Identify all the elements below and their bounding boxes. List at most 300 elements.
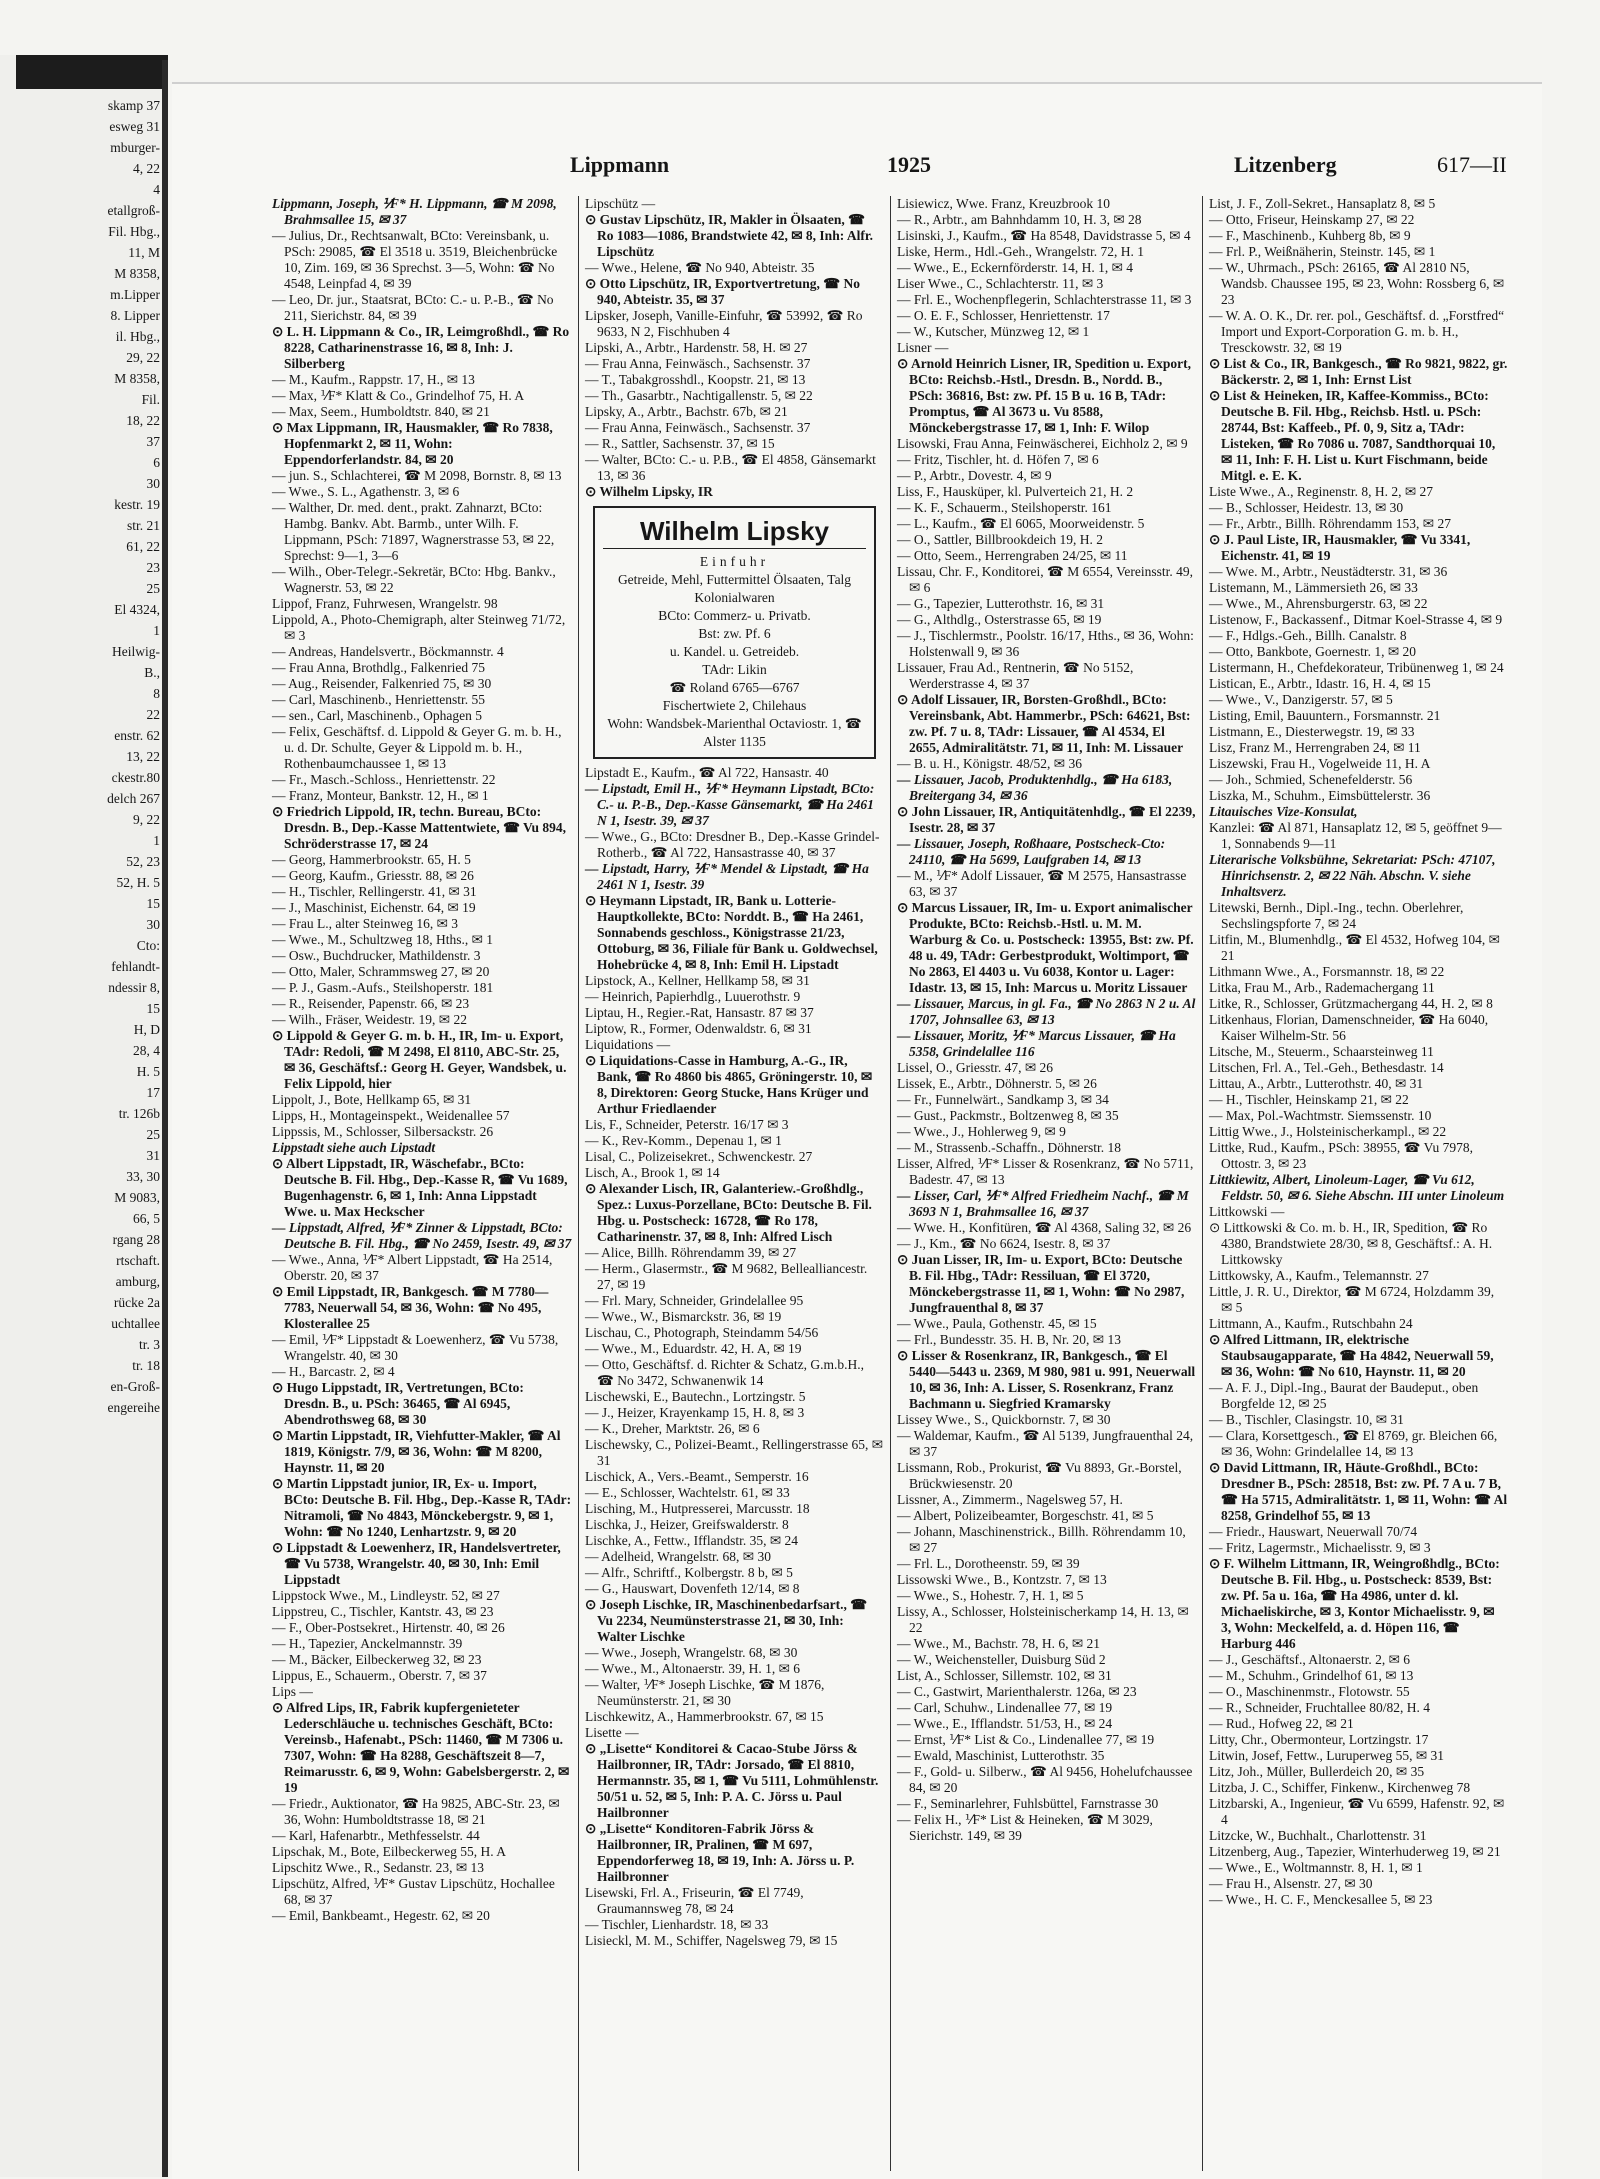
fragment-line: delch 267 [107, 791, 160, 806]
directory-entry: — Wwe., V., Danzigerstr. 57, ✉ 5 [1209, 692, 1393, 707]
directory-entry: Lisewski, Frl. A., Friseurin, ☎ El 7749, Graumannsweg 78, ✉ 24 [585, 1885, 804, 1916]
fragment-line: 23 [146, 560, 160, 575]
directory-entry: — A. F. J., Dipl.-Ing., Baurat der Baudeput., oben Borgfelde 12, ✉ 25 [1209, 1380, 1479, 1411]
directory-entry: — Clara, Korsettgesch., ☎ El 8769, gr. Bleichen 66, ✉ 36, Wohn: Grindelallee 14, ✉ 13 [1209, 1428, 1498, 1459]
directory-entry: Lippssis, M., Schlosser, Silbersackstr. 26 [272, 1124, 494, 1139]
directory-entry: — G., Hauswart, Dovenfeth 12/14, ✉ 8 [585, 1581, 800, 1596]
fragment-line: tr. 18 [132, 1358, 160, 1373]
directory-entry: — H., Barcastr. 2, ✉ 4 [272, 1364, 395, 1379]
column-3 [890, 196, 1202, 2171]
fragment-line: 52, H. 5 [116, 875, 160, 890]
directory-entry: Lissauer, Frau Ad., Rentnerin, ☎ No 5152, Werderstrasse 4, ✉ 37 [897, 660, 1134, 691]
fragment-line: etallgroß- [107, 203, 160, 218]
directory-entry: — B., Tischler, Clasingstr. 10, ✉ 31 [1209, 1412, 1404, 1427]
fragment-line: H, D [133, 1022, 160, 1037]
directory-entry: Lissau, Chr. F., Konditorei, ☎ M 6554, Vereinsstr. 49, ✉ 6 [897, 564, 1193, 595]
directory-entry: Lischewski, E., Bautechn., Lortzingstr. 5 [585, 1389, 806, 1404]
fragment-line: Fil. Hbg., [108, 224, 160, 239]
directory-entry: Litauisches Vize-Konsulat, [1209, 804, 1358, 819]
fragment-line: 8 [153, 686, 160, 701]
directory-entry: Literarische Volksbühne, Sekretariat: PSch: 47107, Hinrichsenstr. 2, ✉ 22 Nāh. Abschn. V. siehe Inhaltsverz. [1209, 852, 1496, 899]
directory-entry: Lissowski Wwe., B., Kontzstr. 7, ✉ 13 [897, 1572, 1107, 1587]
fragment-line: mburger- [110, 140, 160, 155]
directory-entry: Littkowski — [1209, 1204, 1285, 1219]
directory-entry: — Lissauer, Moritz, ⅟F* Marcus Lissauer, ☎ Ha 5358, Grindelallee 116 [897, 1028, 1176, 1059]
directory-entry: Liszewski, Frau H., Vogelweide 11, H. A [1209, 756, 1431, 771]
ad-bank: BCto: Commerz- u. Privatb. [658, 608, 811, 623]
directory-entry: — Frl. Mary, Schneider, Grindelallee 95 [585, 1293, 804, 1308]
directory-entry: — Wwe., M., Eduardstr. 42, H. A, ✉ 19 [585, 1341, 802, 1356]
directory-entry: Litsche, M., Steuerm., Schaarsteinweg 11 [1209, 1044, 1434, 1059]
directory-entry: — J., Km., ☎ No 6624, Isestr. 8, ✉ 37 [897, 1236, 1111, 1251]
directory-entry: — Georg, Hammerbrookstr. 65, H. 5 [272, 852, 471, 867]
directory-entry: Lipsker, Joseph, Vanille-Einfuhr, ☎ 53992, ☎ Ro 9633, N 2, Fischhuben 4 [585, 308, 863, 339]
directory-entry: — Wwe., G., BCto: Dresdner B., Dep.-Kasse Grindel-Rotherb., ☎ Al 722, Hansastrasse 40, ✉ 37 [585, 829, 880, 860]
directory-entry: — Frl. E., Wochenpflegerin, Schlachterstrasse 11, ✉ 3 [897, 292, 1192, 307]
directory-entry: — P. J., Gasm.-Aufs., Steilshoperstr. 181 [272, 980, 494, 995]
directory-entry: ⊙ Lippold & Geyer G. m. b. H., IR, Im- u. Export, TAdr: Redoli, ☎ M 2498, El 8110, ABC-Str. 25, ✉ 36, Geschäftsf.: Georg H. Geyer, Wandsbek, u. Felix Lippold, hier [272, 1028, 567, 1091]
directory-entry: Littke, Rud., Kaufm., PSch: 38955, ☎ Vu 7978, Ottostr. 3, ✉ 23 [1209, 1140, 1474, 1171]
directory-entry: ⊙ Wilhelm Lipsky, IR [585, 484, 713, 499]
directory-entry: Litzenberg, Aug., Tapezier, Winterhuderweg 19, ✉ 21 [1209, 1844, 1501, 1859]
directory-entry: Littkiewitz, Albert, Linoleum-Lager, ☎ Vu 612, Feldstr. 50, ✉ 6. Siehe Abschn. III unter Linoleum [1209, 1172, 1505, 1203]
directory-entry: — Lipstadt, Harry, ⅟F* Mendel & Lipstadt, ☎ Ha 2461 N 1, Isestr. 39 [585, 861, 869, 892]
directory-entry: — Rud., Hofweg 22, ✉ 21 [1209, 1716, 1354, 1731]
directory-entry: Litka, Frau M., Arb., Rademachergang 11 [1209, 980, 1435, 995]
fragment-line: 8. Lipper [110, 308, 160, 323]
directory-entry: — Frau H., Alsenstr. 27, ✉ 30 [1209, 1876, 1373, 1891]
directory-entry: — Wwe. H., Konfitüren, ☎ Al 4368, Saling 32, ✉ 26 [897, 1220, 1192, 1235]
directory-entry: Lischewsky, C., Polizei-Beamt., Rellingerstrasse 65, ✉ 31 [585, 1437, 884, 1468]
directory-entry: Lipski, A., Arbtr., Hardenstr. 58, H. ✉ 27 [585, 340, 808, 355]
directory-entry: — R., Schneider, Fruchtallee 80/82, H. 4 [1209, 1700, 1431, 1715]
directory-entry: Litzcke, W., Buchhalt., Charlottenstr. 31 [1209, 1828, 1427, 1843]
directory-entry: Lippstadt siehe auch Lipstadt [272, 1140, 436, 1155]
directory-entry: ⊙ L. H. Lippmann & Co., IR, Leimgroßhdl., ☎ Ro 8228, Catharinenstrasse 16, ✉ 8, Inh: J. Silberberg [272, 324, 570, 371]
directory-entry: — C., Gastwirt, Marienthalerstr. 126a, ✉ 23 [897, 1684, 1137, 1699]
directory-entry: — Julius, Dr., Rechtsanwalt, BCto: Vereinsbank, u. PSch: 29085, ☎ El 3518 u. 3519, Bleichenbrücke 10, Zim. 169, ✉ 36 Sprechst. 3—5, Wohn: ☎ No 4548, Leinpfad 4, ✉ 39 [272, 228, 558, 291]
directory-entry: Lisch, A., Brook 1, ✉ 14 [585, 1165, 720, 1180]
directory-entry: Lischau, C., Photograph, Steindamm 54/56 [585, 1325, 819, 1340]
directory-entry: Kanzlei: ☎ Al 871, Hansaplatz 12, ✉ 5, geöffnet 9—1, Sonnabends 9—11 [1209, 820, 1502, 851]
directory-entry: Litewski, Bernh., Dipl.-Ing., techn. Oberlehrer, Sechslingspforte 7, ✉ 24 [1209, 900, 1464, 931]
directory-entry: — Walter, ⅟F* Joseph Lischke, ☎ M 1876, Neumünsterstr. 21, ✉ 30 [585, 1677, 825, 1708]
directory-entry: Listican, E., Arbtr., Idastr. 16, H. 4, ✉ 15 [1209, 676, 1431, 691]
ad-section: u. Kandel. u. Getreideb. [669, 644, 800, 659]
page-gutter [162, 60, 168, 2177]
fragment-line: rgang 28 [112, 1232, 160, 1247]
directory-entry: Listing, Emil, Bauuntern., Forsmannstr. 21 [1209, 708, 1441, 723]
directory-entry: Lischick, A., Vers.-Beamt., Semperstr. 16 [585, 1469, 809, 1484]
fragment-line: 6 [153, 455, 160, 470]
directory-entry: Listenow, F., Backassenf., Ditmar Koel-Strasse 4, ✉ 9 [1209, 612, 1503, 627]
directory-page [172, 82, 1542, 2179]
directory-entry: Lisiewicz, Wwe. Franz, Kreuzbrook 10 [897, 196, 1111, 211]
directory-entry: — Th., Gasarbtr., Nachtigallenstr. 5, ✉ 22 [585, 388, 813, 403]
directory-entry: Lis, F., Schneider, Peterstr. 16/17 ✉ 3 [585, 1117, 789, 1132]
directory-entry: Lipschütz — [585, 196, 656, 211]
directory-entry: ⊙ List & Heineken, IR, Kaffee-Kommiss., BCto: Deutsche B. Fil. Hbg., Reichsb. Hstl. u. PSch: 28744, Bst: Kaffeeb., Pf. 0, 9, Sitz a, TAdr: Listeken, ☎ Ro 7086 u. 7087, Sandthorquai 10, ✉ 11, Inh: F. H. List u. Kurt Fischmann, beide Mitgl. e. E. K. [1209, 388, 1496, 483]
fragment-line: M 9083, [114, 1190, 160, 1205]
directory-entry: — jun. S., Schlachterei, ☎ M 2098, Bornstr. 8, ✉ 13 [272, 468, 562, 483]
directory-entry: — Felix H., ⅟F* List & Heineken, ☎ M 3029, Sierichstr. 149, ✉ 39 [897, 1812, 1153, 1843]
directory-entry: — Frau L., alter Steinweg 16, ✉ 3 [272, 916, 459, 931]
directory-entry: Littig Wwe., J., Holsteinischerkampl., ✉ 22 [1209, 1124, 1447, 1139]
directory-entry: ⊙ List & Co., IR, Bankgesch., ☎ Ro 9821, 9822, gr. Bäckerstr. 2, ✉ 1, Inh: Ernst List [1209, 356, 1508, 387]
fragment-line: El 4324, [114, 602, 160, 617]
fragment-line: 9, 22 [133, 812, 160, 827]
directory-entry: Lipschak, M., Bote, Eilbeckerweg 55, H. A [272, 1844, 506, 1859]
directory-entry: — Wwe., J., Hohlerweg 9, ✉ 9 [897, 1124, 1066, 1139]
directory-entry: Lipsky, A., Arbtr., Bachstr. 67b, ✉ 21 [585, 404, 788, 419]
directory-entry: — Wwe., H. C. F., Menckesallee 5, ✉ 23 [1209, 1892, 1433, 1907]
fragment-line: 37 [146, 434, 160, 449]
previous-page-text-fragment [10, 95, 160, 1418]
directory-entry: — Frau Anna, Feinwäsch., Sachsenstr. 37 [585, 420, 811, 435]
directory-entry: ⊙ Juan Lisser, IR, Im- u. Export, BCto: Deutsche B. Fil. Hbg., TAdr: Ressiluan, ☎ El 3720, Mönckebergstrasse 11, ✉ 1, Wohn: ☎ No 2987, Jungfrauenthal 8, ✉ 37 [897, 1252, 1185, 1315]
directory-entry: — sen., Carl, Maschinenb., Ophagen 5 [272, 708, 482, 723]
directory-entry: Litfin, M., Blumenhdlg., ☎ El 4532, Hofweg 104, ✉ 21 [1209, 932, 1500, 963]
directory-entry: — B., Schlosser, Heidestr. 13, ✉ 30 [1209, 500, 1404, 515]
ad-title: Wilhelm Lipsky [603, 514, 866, 549]
directory-entry: Litzbarski, A., Ingenieur, ☎ Vu 6599, Hafenstr. 92, ✉ 4 [1209, 1796, 1505, 1827]
directory-entry: — Friedr., Hauswart, Neuerwall 70/74 [1209, 1524, 1418, 1539]
directory-entry: Liszka, M., Schuhm., Eimsbüttelerstr. 36 [1209, 788, 1431, 803]
directory-entry: ⊙ Lisser & Rosenkranz, IR, Bankgesch., ☎ El 5440—5443 u. 2369, M 980, 981 u. 991, Neuerwall 10, ✉ 36, Inh: A. Lisser, S. Rosenkranz, Franz Bachmann u. Siegfried Kramarsky [897, 1348, 1196, 1411]
directory-entry: Littau, A., Arbtr., Lutterothstr. 40, ✉ 31 [1209, 1076, 1424, 1091]
fragment-line: str. 21 [126, 518, 160, 533]
directory-entry: ⊙ John Lissauer, IR, Antiquitätenhdlg., ☎ El 2239, Isestr. 28, ✉ 37 [897, 804, 1196, 835]
directory-entry: — Max, Seem., Humboldtstr. 840, ✉ 21 [272, 404, 490, 419]
fragment-line: 52, 23 [126, 854, 160, 869]
fragment-line: kestr. 19 [114, 497, 160, 512]
fragment-line: Heilwig- [112, 644, 160, 659]
directory-entry: — Wwe., E., Woltmannstr. 8, H. 1, ✉ 1 [1209, 1860, 1423, 1875]
directory-entry: — Otto, Seem., Herrengraben 24/25, ✉ 11 [897, 548, 1128, 563]
fragment-line: 15 [146, 1001, 160, 1016]
fragment-line: 17 [146, 1085, 160, 1100]
directory-entry: — Osw., Buchdrucker, Mathildenstr. 3 [272, 948, 481, 963]
directory-entry: — Lippstadt, Alfred, ⅟F* Zinner & Lippstadt, BCto: Deutsche B. Fil. Hbg., ☎ No 2459, Isestr. 49, ✉ 37 [272, 1220, 572, 1251]
directory-entry: — W. A. O. K., Dr. rer. pol., Geschäftsf. d. „Forstfred“ Import und Export-Corporation G. m. b. H., Tresckowstr. 32, ✉ 19 [1209, 308, 1505, 355]
directory-entry: — Frau Anna, Feinwäsch., Sachsenstr. 37 [585, 356, 811, 371]
directory-entry: ⊙ Lippstadt & Loewenherz, IR, Handelsvertreter, ☎ Vu 5738, Wrangelstr. 40, ✉ 30, Inh: Emil Lippstadt [272, 1540, 561, 1587]
ad-address: Fischertwiete 2, Chilehaus [662, 698, 807, 713]
column-2 [578, 196, 890, 2171]
fragment-line: ckestr.80 [111, 770, 160, 785]
directory-entry: — Wwe., M., Schultzweg 18, Hths., ✉ 1 [272, 932, 494, 947]
directory-entry: — M., ⅟F* Adolf Lissauer, ☎ M 2575, Hansastrasse 63, ✉ 37 [897, 868, 1187, 899]
fragment-line: 18, 22 [126, 413, 160, 428]
directory-entry: — Alfr., Schriftf., Kolbergstr. 8 b, ✉ 5 [585, 1565, 793, 1580]
header-last-entry: Litzenberg [1234, 152, 1337, 177]
directory-entry: Lippof, Franz, Fuhrwesen, Wrangelstr. 98 [272, 596, 498, 611]
directory-entry: Lipstadt E., Kaufm., ☎ Al 722, Hansastr. 40 [585, 765, 829, 780]
directory-entry: — Lisser, Carl, ⅟F* Alfred Friedheim Nachf., ☎ M 3693 N 1, Brahmsallee 16, ✉ 37 [897, 1188, 1189, 1219]
ad-bst: Bst: zw. Pf. 6 [698, 626, 771, 641]
fragment-line: 31 [146, 1148, 160, 1163]
directory-entry: ⊙ Adolf Lissauer, IR, Borsten-Großhdl., BCto: Vereinsbank, Abt. Hammerbr., PSch: 64621, Bst: zw. Pf. 7 u. 8, TAdr: Lissauer, ☎ Al 4534, El 2655, Admiralitätstr. 71, ✉ 11, Inh: M. Lissauer [897, 692, 1191, 755]
directory-entry: ⊙ Otto Lipschütz, IR, Exportvertretung, ☎ No 940, Abteistr. 35, ✉ 37 [585, 276, 860, 307]
directory-entry: Lisz, Franz M., Herrengraben 24, ✉ 11 [1209, 740, 1421, 755]
directory-entry: — Wwe., W., Bismarckstr. 36, ✉ 19 [585, 1309, 782, 1324]
directory-entry: — J., Tischlermstr., Poolstr. 16/17, Hths., ✉ 36, Wohn: Holstenwall 9, ✉ 36 [897, 628, 1194, 659]
column-1 [266, 196, 578, 2171]
fragment-line: esweg 31 [109, 119, 160, 134]
directory-entry: Lisinski, J., Kaufm., ☎ Ha 8548, Davidstrasse 5, ✉ 4 [897, 228, 1191, 243]
fragment-line: 28, 4 [133, 1043, 160, 1058]
directory-entry: ⊙ Alexander Lisch, IR, Galanteriew.-Großhdlg., Spez.: Luxus-Porzellane, BCto: Deutsche B. Fil. Hbg. u. Postscheck: 16728, ☎ Ro 178, Catharinenstr. 37, ✉ 8, Inh: Alfred Lisch [585, 1181, 872, 1244]
directory-entry: Litke, R., Schlosser, Grützmachergang 44, H. 2, ✉ 8 [1209, 996, 1493, 1011]
directory-entry: — K., Rev-Komm., Depenau 1, ✉ 1 [585, 1133, 782, 1148]
directory-entry: — G., Tapezier, Lutterothstr. 16, ✉ 31 [897, 596, 1105, 611]
ad-goods: Getreide, Mehl, Futtermittel Ölsaaten, Talg Kolonialwaren [617, 572, 852, 605]
fragment-line: 15 [146, 896, 160, 911]
directory-entry: — F., Maschinenb., Kuhberg 8b, ✉ 9 [1209, 228, 1411, 243]
directory-entry: — Frau Anna, Brothdlg., Falkenried 75 [272, 660, 485, 675]
fragment-line: uchtallee [111, 1316, 160, 1331]
directory-entry: — M., Bäcker, Eilbeckerweg 32, ✉ 23 [272, 1652, 482, 1667]
fragment-line: 11, M [128, 245, 160, 260]
directory-entry: — Aug., Reisender, Falkenried 75, ✉ 30 [272, 676, 492, 691]
directory-entry: ⊙ Marcus Lissauer, IR, Im- u. Export animalischer Produkte, BCto: Reichsb.-Hstl. u. M. M. Warburg & Co. u. Postscheck: 13955, Bst: zw. Pf. 48 u. 49, TAdr: Gerbestprodukt, Woltimport, ☎ No 2863, El 4403 u. Vu 6038, Kontor u. Lager: Idastr. 13, ✉ 15, Inh: Marcus u. Moritz Lissauer [897, 900, 1194, 995]
directory-entry: Liste Wwe., A., Reginenstr. 8, H. 2, ✉ 27 [1209, 484, 1434, 499]
directory-entry: ⊙ Martin Lippstadt, IR, Viehfutter-Makler, ☎ Al 1819, Königstr. 7/9, ✉ 36, Wohn: ☎ M 8200, Haynstr. 11, ✉ 20 [272, 1428, 561, 1475]
directory-entry: Litzba, J. C., Schiffer, Finkenw., Kirchenweg 78 [1209, 1780, 1471, 1795]
directory-entry: — Lissauer, Joseph, Roßhaare, Postscheck-Cto: 24110, ☎ Ha 5699, Laufgraben 14, ✉ 13 [897, 836, 1166, 867]
lipsky-advertisement [593, 506, 876, 759]
directory-entry: ⊙ Arnold Heinrich Lisner, IR, Spedition u. Export, BCto: Reichsb.-Hstl., Dresdn. B., Nordd. B., PSch: 36816, Bst: zw. Pf. 15 B u. 16 B, TAdr: Promptus, ☎ Al 3673 u. Vu 8588, Mönckebergstrasse 17, ✉ 1, Inh: F. Wilop [897, 356, 1191, 435]
directory-entry: Liser Wwe., C., Schlachterstr. 11, ✉ 3 [897, 276, 1104, 291]
fragment-line: 25 [146, 1127, 160, 1142]
ad-tadr: TAdr: Likin [702, 662, 767, 677]
directory-entry: — H., Tapezier, Anckelmannstr. 39 [272, 1636, 463, 1651]
fragment-line: 30 [146, 476, 160, 491]
directory-entry: — Georg, Kaufm., Griesstr. 88, ✉ 26 [272, 868, 474, 883]
directory-entry: — Wwe., Joseph, Wrangelstr. 68, ✉ 30 [585, 1645, 798, 1660]
page-header [232, 152, 1532, 186]
fragment-line: M 8358, [114, 371, 160, 386]
directory-entry: Liquidations — [585, 1037, 671, 1052]
fragment-line: fehlandt- [111, 959, 160, 974]
directory-entry: Lissy, A., Schlosser, Holsteinischerkamp 14, H. 13, ✉ 22 [897, 1604, 1189, 1635]
fragment-line: 22 [146, 707, 160, 722]
directory-entry: Liptow, R., Former, Odenwaldstr. 6, ✉ 31 [585, 1021, 812, 1036]
fragment-line: rücke 2a [113, 1295, 160, 1310]
directory-entry: Lippmann, Joseph, ⅟F* H. Lippmann, ☎ M 2098, Brahmsallee 15, ✉ 37 [272, 196, 557, 227]
directory-entry: Lissek, E., Arbtr., Döhnerstr. 5, ✉ 26 [897, 1076, 1097, 1091]
directory-entry: — W., Weichensteller, Duisburg Süd 2 [897, 1652, 1106, 1667]
directory-entry: ⊙ David Littmann, IR, Häute-Großhdl., BCto: Dresdner B., PSch: 28518, Bst: zw. Pf. 7 A u. 7 B, ☎ Ha 5715, Admiralitätstr. 1, ✉ 11, Wohn: ☎ Al 8258, Grindelhof 55, ✉ 13 [1209, 1460, 1508, 1523]
directory-entry: List, J. F., Zoll-Sekret., Hansaplatz 8, ✉ 5 [1209, 196, 1436, 211]
directory-entry: — Carl, Maschinenb., Henriettenstr. 55 [272, 692, 485, 707]
directory-entry: — Fritz, Lagermstr., Michaelisstr. 9, ✉ 3 [1209, 1540, 1431, 1555]
directory-entry: List, A., Schlosser, Sillemstr. 102, ✉ 31 [897, 1668, 1112, 1683]
directory-entry: — F., Hdlgs.-Geh., Billh. Canalstr. 8 [1209, 628, 1407, 643]
fragment-line: 33, 30 [126, 1169, 160, 1184]
fragment-line: 4 [153, 182, 160, 197]
directory-entry: Litwin, Josef, Fettw., Luruperweg 55, ✉ 31 [1209, 1748, 1445, 1763]
directory-entry: — Gust., Packmstr., Boltzenweg 8, ✉ 35 [897, 1108, 1119, 1123]
fragment-line: M 8358, [114, 266, 160, 281]
directory-entry: — Wwe., Anna, ⅟F* Albert Lippstadt, ☎ Ha 2514, Oberstr. 20, ✉ 37 [272, 1252, 553, 1283]
fragment-line: 66, 5 [133, 1211, 160, 1226]
directory-entry: — Ernst, ⅟F* List & Co., Lindenallee 77, ✉ 19 [897, 1732, 1155, 1747]
directory-entry: — F., Gold- u. Silberw., ☎ Al 9456, Hohelufchaussee 84, ✉ 20 [897, 1764, 1193, 1795]
directory-entry: — Leo, Dr. jur., Staatsrat, BCto: C.- u. P.-B., ☎ No 211, Sierichstr. 84, ✉ 39 [272, 292, 554, 323]
directory-entry: — E., Schlosser, Wachtelstr. 61, ✉ 33 [585, 1485, 790, 1500]
directory-entry: — Frl. L., Dorotheenstr. 59, ✉ 39 [897, 1556, 1080, 1571]
directory-entry: — Frl. P., Weißnäherin, Steinstr. 145, ✉ 1 [1209, 244, 1436, 259]
directory-entry: — Fr., Masch.-Schloss., Henriettenstr. 22 [272, 772, 496, 787]
directory-entry: — Albert, Polizeibeamter, Borgeschstr. 41, ✉ 5 [897, 1508, 1154, 1523]
directory-columns [266, 196, 1516, 2171]
directory-entry: — Wwe., Helene, ☎ No 940, Abteistr. 35 [585, 260, 815, 275]
fragment-line: engereihe [107, 1400, 160, 1415]
directory-entry: — Otto, Maler, Schrammsweg 27, ✉ 20 [272, 964, 490, 979]
directory-entry: Lippus, E., Schauerm., Oberstr. 7, ✉ 37 [272, 1668, 487, 1683]
directory-entry: ⊙ Max Lippmann, IR, Hausmakler, ☎ Ro 7838, Hopfenmarkt 2, ✉ 11, Wohn: Eppendorferlandstr. 84, ✉ 20 [272, 420, 553, 467]
directory-entry: — Andreas, Handelsvertr., Böckmannstr. 4 [272, 644, 504, 659]
directory-entry: — Felix, Geschäftsf. d. Lippold & Geyer G. m. b. H., u. d. Dr. Schulte, Geyer & Lippold m. b. H., Rothenbaumchaussee 1, ✉ 13 [272, 724, 562, 771]
directory-entry: ⊙ Hugo Lippstadt, IR, Vertretungen, BCto: Dresdn. B., u. PSch: 36465, ☎ Al 6945, Abendrothsweg 68, ✉ 30 [272, 1380, 524, 1427]
fragment-line: skamp 37 [107, 98, 160, 113]
directory-entry: Little, J. R. U., Direktor, ☎ M 6724, Holzdamm 39, ✉ 5 [1209, 1284, 1495, 1315]
directory-entry: — B. u. H., Königstr. 48/52, ✉ 36 [897, 756, 1082, 771]
directory-entry: — Wwe., M., Ahrensburgerstr. 63, ✉ 22 [1209, 596, 1428, 611]
directory-entry: ⊙ Littkowski & Co. m. b. H., IR, Spedition, ☎ Ro 4380, Brandstwiete 28/30, ✉ 8, Geschäftsf.: A. H. Littkowsky [1209, 1220, 1493, 1267]
directory-entry: — G., Althdlg., Osterstrasse 65, ✉ 19 [897, 612, 1102, 627]
directory-entry: Listmann, E., Diesterwegstr. 19, ✉ 33 [1209, 724, 1415, 739]
directory-entry: ⊙ Alfred Littmann, IR, elektrische Staubsaugapparate, ☎ Ha 4842, Neuerwall 59, ✉ 36, Wohn: ☎ No 610, Haynstr. 11, ✉ 20 [1209, 1332, 1494, 1379]
fragment-line: 1 [153, 833, 160, 848]
directory-entry: — Max, Pol.-Wachtmstr. Siemssenstr. 10 [1209, 1108, 1432, 1123]
directory-entry: Litty, Chr., Obermonteur, Lortzingstr. 17 [1209, 1732, 1429, 1747]
directory-entry: — Wwe., M., Altonaerstr. 39, H. 1, ✉ 6 [585, 1661, 801, 1676]
directory-entry: — Fr., Funnelwärt., Sandkamp 3, ✉ 34 [897, 1092, 1109, 1107]
directory-entry: Liske, Herm., Hdl.-Geh., Wrangelstr. 72, H. 1 [897, 244, 1145, 259]
directory-entry: Lippstreu, C., Tischler, Kantstr. 43, ✉ 23 [272, 1604, 494, 1619]
directory-entry: Littkowsky, A., Kaufm., Telemannstr. 27 [1209, 1268, 1429, 1283]
directory-entry: — Otto, Friseur, Heinskamp 27, ✉ 22 [1209, 212, 1415, 227]
fragment-line: 25 [146, 581, 160, 596]
directory-entry: — M., Strassenb.-Schaffn., Döhnerstr. 18 [897, 1140, 1121, 1155]
directory-entry: Lischke, A., Fettw., Ifflandstr. 35, ✉ 24 [585, 1533, 799, 1548]
directory-entry: Lissner, A., Zimmerm., Nagelsweg 57, H. [897, 1492, 1123, 1507]
fragment-line: ndessir 8, [108, 980, 160, 995]
directory-entry: Lissel, O., Griesstr. 47, ✉ 26 [897, 1060, 1054, 1075]
directory-entry: Liptau, H., Regier.-Rat, Hansastr. 87 ✉ 37 [585, 1005, 814, 1020]
directory-entry: — Emil, ⅟F* Lippstadt & Loewenherz, ☎ Vu 5738, Wrangelstr. 40, ✉ 30 [272, 1332, 559, 1363]
directory-entry: — Otto, Bankbote, Goernestr. 1, ✉ 20 [1209, 644, 1417, 659]
directory-entry: — J., Geschäftsf., Altonaerstr. 2, ✉ 6 [1209, 1652, 1411, 1667]
directory-entry: Liss, F., Hausküper, kl. Pulverteich 21, H. 2 [897, 484, 1134, 499]
header-year: 1925 [887, 152, 931, 177]
directory-entry: — Johann, Maschinenstrick., Billh. Röhrendamm 10, ✉ 27 [897, 1524, 1186, 1555]
directory-entry: Lisowski, Frau Anna, Feinwäscherei, Eichholz 2, ✉ 9 [897, 436, 1188, 451]
directory-entry: — Alice, Billh. Röhrendamm 39, ✉ 27 [585, 1245, 797, 1260]
directory-entry: — P., Arbtr., Dovestr. 4, ✉ 9 [897, 468, 1052, 483]
directory-entry: — Wwe., M., Bachstr. 78, H. 6, ✉ 21 [897, 1636, 1101, 1651]
directory-entry: Lippold, A., Photo-Chemigraph, alter Steinweg 71/72, ✉ 3 [272, 612, 566, 643]
directory-entry: — Adelheid, Wrangelstr. 68, ✉ 30 [585, 1549, 771, 1564]
directory-entry: Litschen, Frl. A., Tel.-Geh., Bethesdastr. 14 [1209, 1060, 1444, 1075]
directory-entry: — Tischler, Lienhardstr. 18, ✉ 33 [585, 1917, 769, 1932]
fragment-line: rtschaft. [116, 1253, 160, 1268]
directory-entry: — Wwe., E., Ifflandstr. 51/53, H., ✉ 24 [897, 1716, 1113, 1731]
directory-entry: — Wilh., Ober-Telegr.-Sekretär, BCto: Hbg. Bankv., Wagnerstr. 53, ✉ 22 [272, 564, 556, 595]
directory-entry: Littmann, A., Kaufm., Rutschbahn 24 [1209, 1316, 1413, 1331]
directory-entry: ⊙ „Lisette“ Konditoren-Fabrik Jörss & Hailbronner, IR, Pralinen, ☎ M 697, Eppendorferweg 18, ✉ 19, Inh: A. Jörss u. P. Hailbronner [585, 1821, 855, 1884]
directory-entry: — W., Kutscher, Münzweg 12, ✉ 1 [897, 324, 1090, 339]
directory-entry: — H., Tischler, Rellingerstr. 41, ✉ 31 [272, 884, 477, 899]
directory-entry: Listemann, M., Lämmersieth 26, ✉ 33 [1209, 580, 1418, 595]
directory-entry: Lippolt, J., Bote, Hellkamp 65, ✉ 31 [272, 1092, 472, 1107]
directory-entry: Lipps, H., Montageinspekt., Weidenallee 57 [272, 1108, 510, 1123]
header-first-entry: Lippmann [570, 152, 670, 177]
directory-entry: — Franz, Monteur, Bankstr. 12, H., ✉ 1 [272, 788, 489, 803]
directory-entry: ⊙ Heymann Lipstadt, IR, Bank u. Lotterie-Hauptkollekte, BCto: Norddt. B., ☎ Ha 2461, Sonnabends geschloss., Königstrasse 21/23, Ottoburg, ✉ 36, Filiale für Bank u. Goldwechsel, Hohebrücke 4, ✉ 8, Inh: Emil H. Lipstadt [585, 893, 878, 972]
directory-entry: — Otto, Geschäftsf. d. Richter & Schatz, G.m.b.H., ☎ No 3472, Schwanenwik 14 [585, 1357, 864, 1388]
directory-entry: ⊙ Joseph Lischke, IR, Maschinenbedarfsart., ☎ Vu 2234, Neumünsterstrasse 21, ✉ 30, Inh: Walter Lischke [585, 1597, 868, 1644]
directory-entry: Lisieckl, M. M., Schiffer, Nagelsweg 79, ✉ 15 [585, 1933, 838, 1948]
directory-entry: — Lipstadt, Emil H., ⅟F* Heymann Lipstadt, BCto: C.- u. P.-B., Dep.-Kasse Gänsemarkt, ☎ Ha 2461 N 1, Isestr. 39, ✉ 37 [585, 781, 875, 828]
directory-entry: — Karl, Hafenarbtr., Methfesselstr. 44 [272, 1828, 480, 1843]
directory-entry: — M., Schuhm., Grindelhof 61, ✉ 13 [1209, 1668, 1414, 1683]
directory-entry: — Lissauer, Marcus, in gl. Fa., ☎ No 2863 N 2 u. Al 1707, Johnsallee 63, ✉ 13 [897, 996, 1196, 1027]
directory-entry: — R., Reisender, Papenstr. 66, ✉ 23 [272, 996, 470, 1011]
directory-entry: — Wwe., S., Hohestr. 7, H. 1, ✉ 5 [897, 1588, 1084, 1603]
directory-entry: — Wwe., S. L., Agathenstr. 3, ✉ 6 [272, 484, 460, 499]
previous-page-strip [0, 55, 168, 2177]
directory-entry: — J., Maschinist, Eichenstr. 64, ✉ 19 [272, 900, 476, 915]
directory-entry: — L., Kaufm., ☎ El 6065, Moorweidenstr. 5 [897, 516, 1145, 531]
fragment-line: en-Groß- [110, 1379, 160, 1394]
fragment-line: 13, 22 [126, 749, 160, 764]
directory-entry: — Carl, Schuhw., Lindenallee 77, ✉ 19 [897, 1700, 1113, 1715]
directory-entry: — Walter, BCto: C.- u. P.B., ☎ El 4858, Gänsemarkt 13, ✉ 36 [585, 452, 876, 483]
fragment-line: tr. 126b [118, 1106, 160, 1121]
directory-entry: — Fritz, Tischler, ht. d. Höfen 7, ✉ 6 [897, 452, 1099, 467]
directory-entry: Lisal, C., Polizeisekret., Schwenckestr. 27 [585, 1149, 813, 1164]
directory-entry: Lipschitz Wwe., R., Sedanstr. 23, ✉ 13 [272, 1860, 485, 1875]
directory-entry: Lisching, M., Hutpresserei, Marcusstr. 18 [585, 1501, 810, 1516]
directory-entry: — Friedr., Auktionator, ☎ Ha 9825, ABC-Str. 23, ✉ 36, Wohn: Humboldtstrasse 18, ✉ 21 [272, 1796, 560, 1827]
directory-entry: Lisette — [585, 1725, 639, 1740]
directory-entry: — J., Heizer, Krayenkamp 15, H. 8, ✉ 3 [585, 1405, 805, 1420]
directory-entry: — Wilh., Fräser, Weidestr. 19, ✉ 22 [272, 1012, 467, 1027]
directory-entry: Litz, Joh., Müller, Bullerdeich 20, ✉ 35 [1209, 1764, 1425, 1779]
directory-entry: Lipschütz, Alfred, ⅟F* Gustav Lipschütz, Hochallee 68, ✉ 37 [272, 1876, 555, 1907]
directory-entry: ⊙ Martin Lippstadt junior, IR, Ex- u. Import, BCto: Deutsche B. Fil. Hbg., Dep.-Kasse R, TAdr: Nitramoli, ☎ No 4843, Mönckebergstr. 9, ✉ 1, Wohn: ☎ No 1240, Lenhartzstr. 9, ✉ 20 [272, 1476, 572, 1539]
directory-entry: — T., Tabakgrosshdl., Koopstr. 21, ✉ 13 [585, 372, 806, 387]
fragment-line: 4, 22 [133, 161, 160, 176]
fragment-line: enstr. 62 [114, 728, 160, 743]
directory-entry: — R., Arbtr., am Bahnhdamm 10, H. 3, ✉ 28 [897, 212, 1142, 227]
directory-entry: — Wwe., Paula, Gothenstr. 45, ✉ 15 [897, 1316, 1097, 1331]
directory-entry: — R., Sattler, Sachsenstr. 37, ✉ 15 [585, 436, 775, 451]
fragment-line: Fil. [141, 392, 160, 407]
directory-entry: — Frl., Bundesstr. 35. H. B, Nr. 20, ✉ 13 [897, 1332, 1121, 1347]
directory-entry: ⊙ Emil Lippstadt, IR, Bankgesch. ☎ M 7780—7783, Neuerwall 54, ✉ 36, Wohn: ☎ No 495, Klosterallee 25 [272, 1284, 549, 1331]
directory-entry: Lipstock, A., Kellner, Hellkamp 58, ✉ 31 [585, 973, 810, 988]
fragment-line: H. 5 [136, 1064, 160, 1079]
fragment-line: m.Lipper [110, 287, 160, 302]
directory-entry: — O., Sattler, Billbrookdeich 19, H. 2 [897, 532, 1104, 547]
directory-entry: Litkenhaus, Florian, Damenschneider, ☎ Ha 6040, Kaiser Wilhelm-Str. 56 [1209, 1012, 1489, 1043]
directory-entry: Lissey Wwe., S., Quickbornstr. 7, ✉ 30 [897, 1412, 1111, 1427]
directory-entry: — Wwe., E., Eckernförderstr. 14, H. 1, ✉ 4 [897, 260, 1134, 275]
